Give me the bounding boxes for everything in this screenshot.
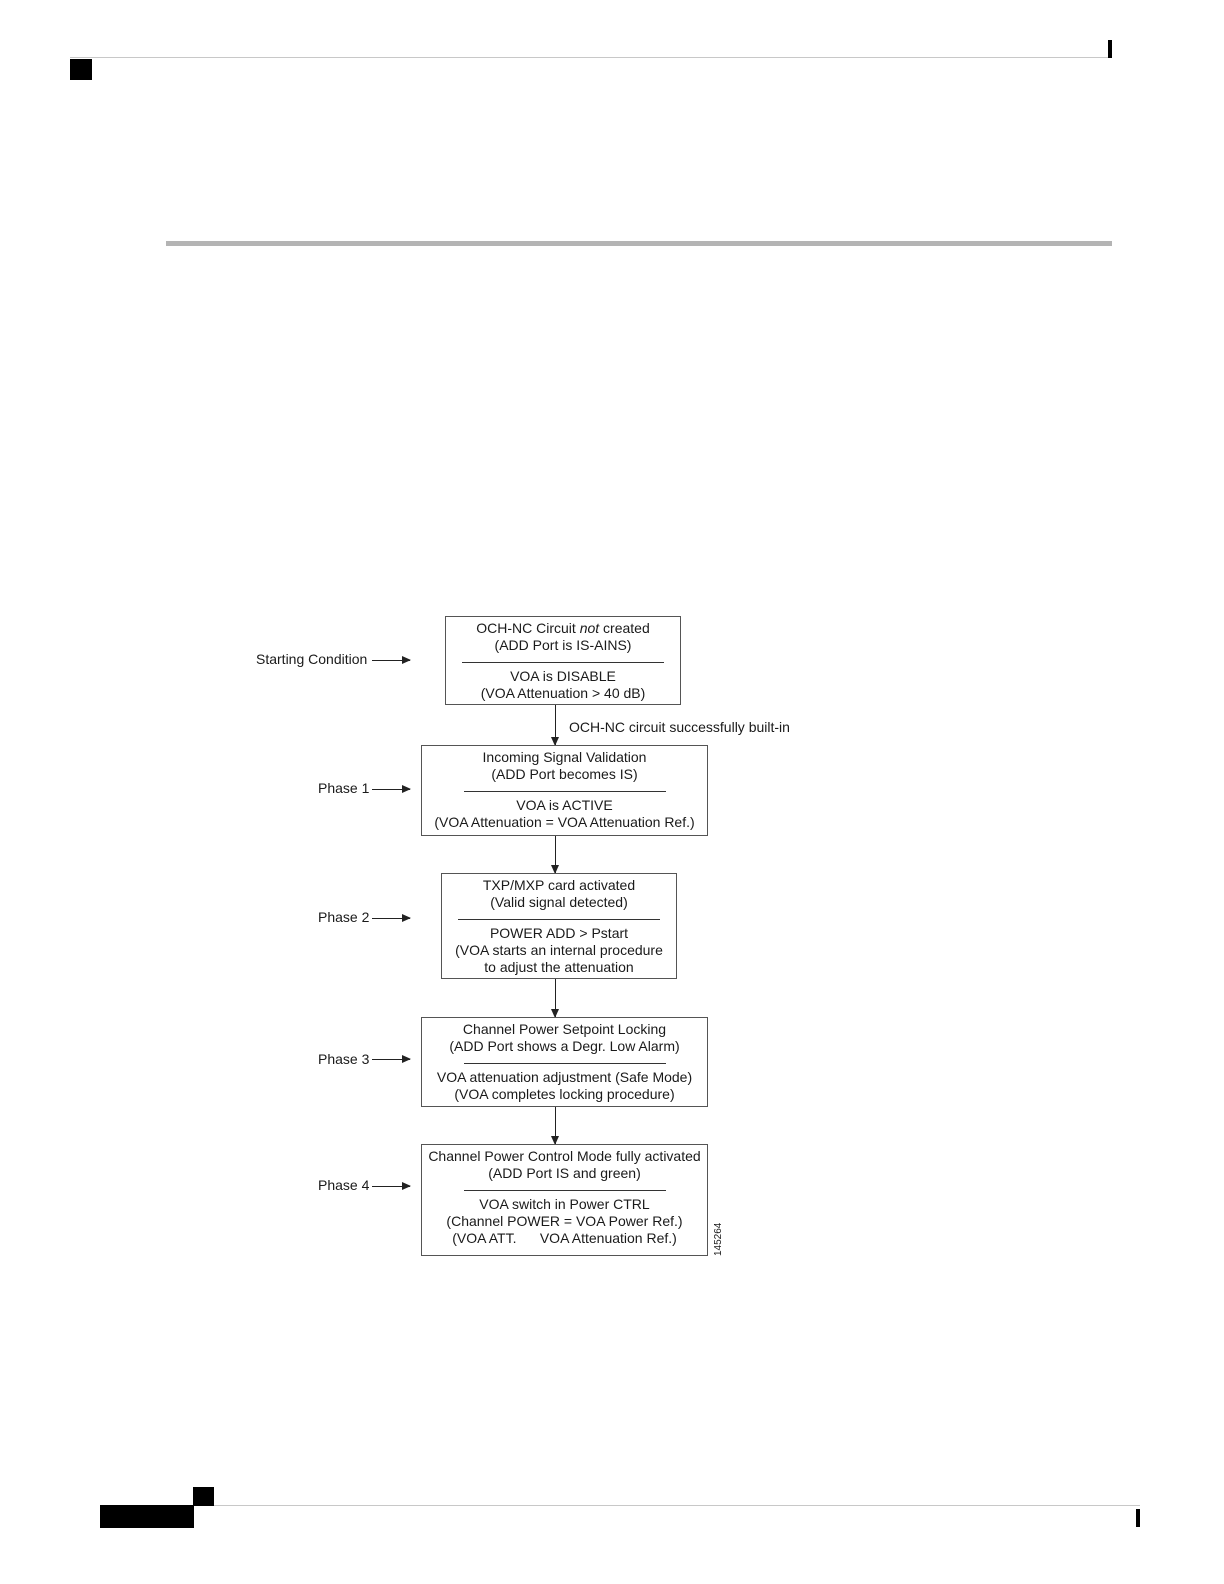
box-phase-3-line-1: Channel Power Setpoint Locking [462, 1021, 667, 1037]
box-starting-line-4: (VOA Attenuation > 40 dB) [480, 685, 646, 701]
box-starting-condition [445, 616, 681, 705]
stage-label-phase-4: Phase 4 [318, 1177, 370, 1193]
arrow-down-3 [555, 979, 556, 1017]
arrow-phase-1 [372, 789, 410, 790]
footer-tick-mark [1136, 1509, 1140, 1527]
box-phase-1-line-1: Incoming Signal Validation [482, 749, 647, 765]
figure-id: 145264 [713, 1222, 724, 1256]
footer-rule [193, 1505, 1140, 1506]
stage-label-phase-1: Phase 1 [318, 780, 370, 796]
box-phase-1-line-4: (VOA Attenuation = VOA Attenuation Ref.) [434, 814, 695, 830]
box-phase-4 [421, 1144, 708, 1256]
section-divider [166, 241, 1112, 246]
box-phase-2 [441, 873, 677, 979]
box-separator [464, 791, 666, 792]
stage-label-phase-2: Phase 2 [318, 909, 370, 925]
box-phase-3 [421, 1017, 708, 1107]
footer-corner-mark [193, 1487, 214, 1506]
box-phase-4-line-5: (VOA ATT. VOA Attenuation Ref.) [452, 1230, 677, 1246]
box-starting-line-2: (ADD Port is IS-AINS) [494, 637, 632, 653]
arrow-down-2 [555, 836, 556, 873]
box-phase-3-line-4: (VOA completes locking procedure) [454, 1086, 675, 1102]
box-separator [464, 1063, 666, 1064]
box-phase-2-line-3: POWER ADD > Pstart [489, 925, 629, 941]
arrow-starting-condition [372, 660, 410, 661]
box-phase-2-line-4: (VOA starts an internal procedure [455, 942, 663, 958]
box-phase-4-line-4: (Channel POWER = VOA Power Ref.) [446, 1213, 683, 1229]
connector-label: OCH-NC circuit successfully built-in [569, 719, 790, 735]
header-rule [70, 57, 1112, 58]
box-starting-line-1: OCH-NC Circuit not created [476, 620, 650, 636]
stage-label-starting-condition: Starting Condition [256, 651, 368, 667]
box-phase-4-line-2: (ADD Port IS and green) [488, 1165, 641, 1181]
box-separator [462, 662, 664, 663]
box-phase-2-line-5: to adjust the attenuation [484, 959, 634, 975]
stage-label-phase-3: Phase 3 [318, 1051, 370, 1067]
box-phase-1 [421, 745, 708, 836]
box-phase-4-line-1: Channel Power Control Mode fully activated [428, 1148, 701, 1164]
header-corner-mark [70, 59, 92, 80]
arrow-phase-2 [372, 918, 410, 919]
box-phase-3-line-3: VOA attenuation adjustment (Safe Mode) [436, 1069, 693, 1085]
box-separator [458, 919, 660, 920]
arrow-phase-4 [372, 1186, 410, 1187]
box-phase-4-line-3: VOA switch in Power CTRL [479, 1196, 650, 1212]
box-phase-2-line-2: (Valid signal detected) [490, 894, 628, 910]
box-phase-2-line-1: TXP/MXP card activated [482, 877, 636, 893]
header-tick-mark [1108, 40, 1112, 58]
box-phase-1-line-3: VOA is ACTIVE [516, 797, 613, 813]
footer-page-tab [100, 1505, 194, 1528]
box-phase-1-line-2: (ADD Port becomes IS) [491, 766, 638, 782]
arrow-down-1 [555, 705, 556, 745]
box-phase-3-line-2: (ADD Port shows a Degr. Low Alarm) [449, 1038, 680, 1054]
box-separator [464, 1190, 666, 1191]
arrow-down-4 [555, 1107, 556, 1144]
arrow-phase-3 [372, 1059, 410, 1060]
box-starting-line-3: VOA is DISABLE [510, 668, 616, 684]
